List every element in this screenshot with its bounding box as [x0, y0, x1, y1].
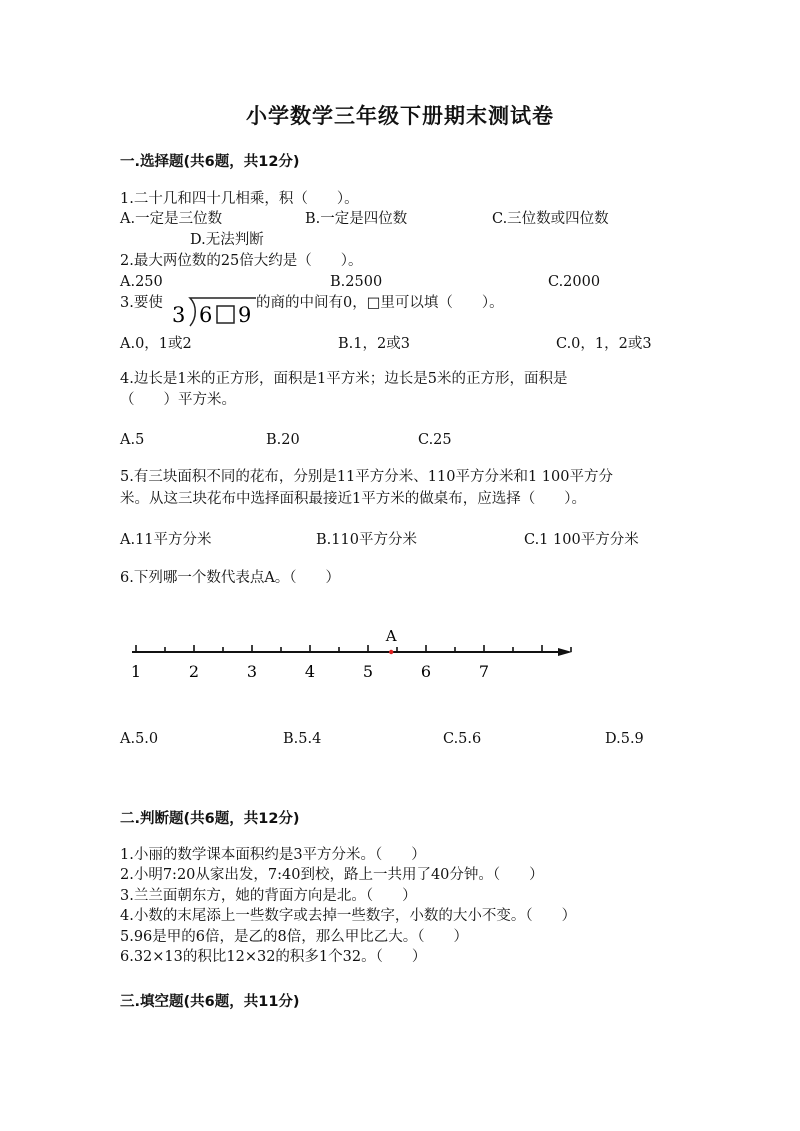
question-2-option-b: B.2500 [330, 274, 383, 290]
question-5-option-b: B.110平方分米 [316, 532, 417, 548]
section-heading-fill-in: 三.填空题(共6题，共11分) [120, 994, 300, 1010]
long-division-figure [170, 296, 258, 328]
question-1-option-a: A.一定是三位数 [120, 211, 223, 227]
number-line-label: 6 [420, 662, 432, 681]
question-6-option-c: C.5.6 [443, 731, 482, 747]
number-line-label: 5 [362, 662, 374, 681]
judgement-item-6: 6.32×13的积比12×32的积多1个32。（ ） [120, 949, 427, 965]
question-6-option-d: D.5.9 [605, 731, 644, 747]
question-3-stem-before: 3.要使 [120, 295, 163, 311]
judgement-item-4: 4.小数的末尾添上一些数字或去掉一些数字，小数的大小不变。（ ） [120, 908, 577, 924]
question-3-option-a: A.0，1或2 [120, 336, 192, 352]
judgement-item-1: 1.小丽的数学课本面积约是3平方分米。（ ） [120, 847, 426, 863]
question-2-option-a: A.250 [120, 274, 163, 290]
question-6-stem: 6.下列哪一个数代表点A。（ ） [120, 570, 341, 586]
question-3-option-c: C.0，1，2或3 [556, 336, 652, 352]
question-5-stem-line1: 5.有三块面积不同的花布，分别是11平方分米、110平方分米和1 100平方分 [120, 469, 613, 485]
question-6-option-b: B.5.4 [283, 731, 322, 747]
division-digit-1: 6 [199, 303, 213, 327]
number-line-label: 2 [188, 662, 200, 681]
point-a-marker [389, 650, 393, 654]
number-line-label: 1 [130, 662, 142, 681]
question-4-stem-line2: （ ）平方米。 [120, 392, 236, 408]
question-2-option-c: C.2000 [548, 274, 601, 290]
question-4-option-a: A.5 [120, 432, 145, 448]
question-4-stem-line1: 4.边长是1米的正方形，面积是1平方米；边长是5米的正方形，面积是 [120, 371, 568, 387]
question-5-stem-line2: 米。从这三块花布中选择面积最接近1平方米的做桌布，应选择（ ）。 [120, 491, 586, 507]
question-5-option-c: C.1 100平方分米 [524, 532, 639, 548]
page-title: 小学数学三年级下册期末测试卷 [246, 103, 554, 128]
question-4-option-b: B.20 [266, 432, 300, 448]
point-a-label: A [385, 627, 397, 645]
number-line-label: 3 [246, 662, 258, 681]
question-2-stem: 2.最大两位数的25倍大约是（ ）。 [120, 253, 363, 269]
question-6-option-a: A.5.0 [120, 731, 159, 747]
section-heading-choice: 一.选择题(共6题，共12分) [120, 154, 300, 170]
question-1-option-d: D.无法判断 [190, 232, 264, 248]
question-1-option-b: B.一定是四位数 [305, 211, 408, 227]
number-line-label: 4 [304, 662, 316, 681]
question-5-option-a: A.11平方分米 [120, 532, 212, 548]
division-digit-3: 9 [238, 303, 252, 327]
division-divisor: 3 [172, 303, 186, 327]
division-blank-box [217, 306, 234, 323]
judgement-item-3: 3.兰兰面朝东方，她的背面方向是北。（ ） [120, 888, 417, 904]
question-3-option-b: B.1，2或3 [338, 336, 410, 352]
judgement-item-2: 2.小明7:20从家出发，7:40到校，路上一共用了40分钟。（ ） [120, 867, 544, 883]
number-line-label: 7 [478, 662, 490, 681]
question-1-stem: 1.二十几和四十几相乘，积（ ）。 [120, 191, 359, 207]
question-4-option-c: C.25 [418, 432, 452, 448]
question-3-stem-after: 的商的中间有0，□里可以填（ ）。 [256, 295, 504, 311]
number-line [120, 620, 580, 690]
question-1-option-c: C.三位数或四位数 [492, 211, 609, 227]
judgement-item-5: 5.96是甲的6倍，是乙的8倍，那么甲比乙大。（ ） [120, 929, 468, 945]
section-heading-judgement: 二.判断题(共6题，共12分) [120, 811, 300, 827]
number-line-arrow [558, 648, 572, 656]
